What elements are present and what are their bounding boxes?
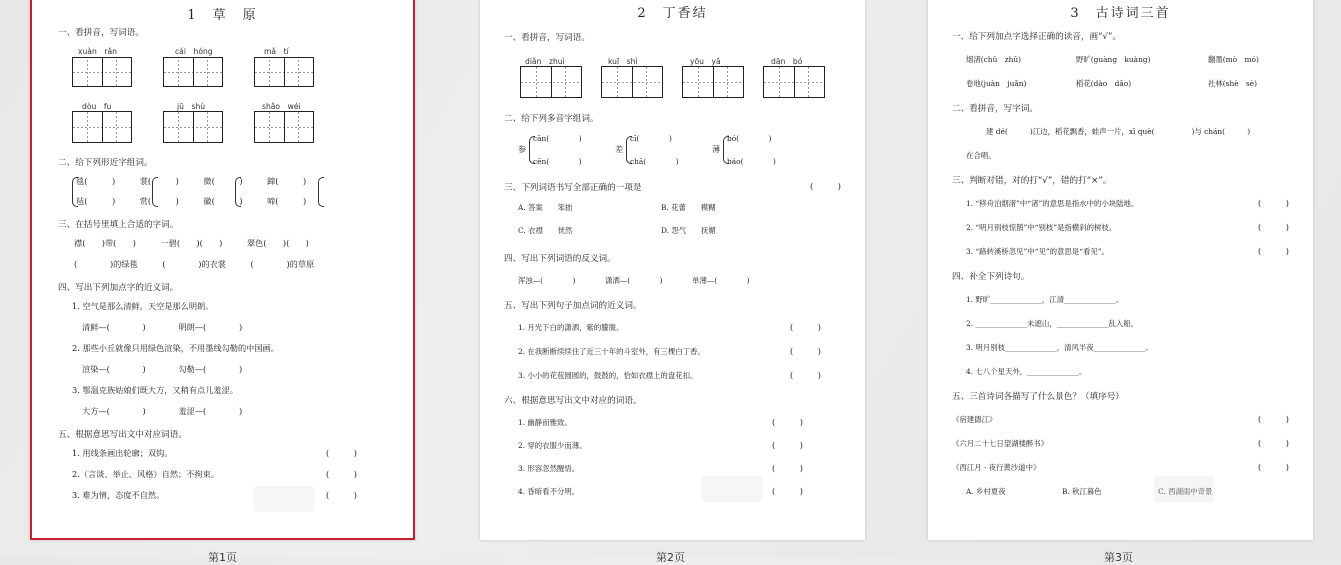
text-line: 《宿建德江》 (952, 415, 997, 424)
writing-grid (682, 66, 744, 98)
section-heading: 三、判断对错，对的打“√”，错的打“×”。 (952, 176, 1112, 186)
answer-paren: ( ) (326, 490, 357, 500)
text-line: 4. 昏暗看不分明。 (518, 487, 580, 496)
text-line: 《六月二十七日望湖楼醉书》 (952, 439, 1049, 448)
text-line: A. 乡村夏夜 (966, 487, 1006, 496)
page-label: 第2页 (656, 551, 685, 564)
section-heading: 五、三首诗词各描写了什么景色？（填序号） (952, 392, 1124, 402)
text-line: 《西江月 · 夜行黄沙道中》 (952, 463, 1041, 472)
text-line: 3. 难为情，态度不自然。 (72, 490, 165, 500)
page-label: 第1页 (208, 551, 237, 564)
writing-grid (520, 66, 582, 98)
pinyin-label: mǎ tí (264, 47, 289, 56)
text-line: 在合唱。 (966, 151, 996, 160)
answer-paren: ( ) (790, 346, 821, 356)
text-line: 3. 形容忽然醒悟。 (518, 464, 580, 473)
pinyin-label: kuī shì (608, 57, 638, 66)
answer-paren: ( ) (772, 440, 803, 450)
pinyin-label: shǎo wéi (262, 102, 301, 111)
text-line: 襟( )带( ) 一碧( )( ) 翠色( )( ) (74, 238, 309, 248)
text-line: 3. 鄂温克族姑娘们既大方，又稍有点儿羞涩。 (72, 385, 238, 395)
text-line: chā( ) (630, 157, 679, 166)
answer-paren: ( ) (1258, 414, 1289, 424)
text-line: 清鲜—( ) 明朗—( ) (82, 322, 243, 332)
text-line: 2. 在我断断续续住了近三十年的斗室外，有三棵白丁香。 (518, 347, 705, 356)
page-title: 1 草 原 (187, 8, 258, 23)
page-thumbnail-2[interactable] (480, 0, 865, 540)
page-thumbnail-3[interactable] (928, 0, 1313, 540)
section-heading: 四、补全下列诗句。 (952, 272, 1030, 282)
text-line: 稻花(dào dǎo) (1076, 79, 1132, 88)
text-line: 卷地(juàn juǎn) (966, 79, 1027, 88)
answer-paren: ( ) (1258, 246, 1289, 256)
text-line: 2. 那些小丘就像只用绿色渲染，不用墨线勾勒的中国画。 (72, 343, 279, 353)
answer-paren: ( ) (810, 181, 841, 191)
text-line: 3. 明月别枝______________，清风半夜______________。 (966, 343, 1153, 352)
text-line: bó( ) (727, 134, 772, 143)
section-heading: 四、写出下列词语的反义词。 (504, 254, 616, 264)
text-line: 野旷(guàng kuàng) (1076, 55, 1151, 64)
text-line: 4. 七八个星天外，______________。 (966, 367, 1087, 376)
section-heading: 二、看拼音，写字词。 (952, 104, 1038, 114)
section-heading: 五、根据意思写出文中对应词语。 (58, 430, 187, 440)
section-heading: 一、看拼音，写词语。 (58, 28, 144, 38)
page-title: 2 丁香结 (637, 6, 708, 21)
writing-grid (254, 57, 314, 87)
writing-grid (163, 57, 223, 87)
section-heading: 一、看拼音，写词语。 (504, 33, 590, 43)
writing-grid (72, 111, 132, 143)
text-line: 烟渚(chǔ zhǔ) (966, 55, 1022, 64)
text-line: 1. 月光下白的潇洒，紫的朦胧。 (518, 323, 624, 332)
polyphone-char: 薄 (712, 144, 721, 154)
text-line: B. 秋江暮色 (1062, 487, 1102, 496)
text-line: cī( ) (630, 134, 672, 143)
answer-paren: ( ) (1258, 462, 1289, 472)
section-heading: 四、写出下列加点字的近义词。 (58, 283, 179, 293)
answer-paren: ( ) (790, 370, 821, 380)
answer-paren: ( ) (772, 486, 803, 496)
text-line: 大方—( ) 羞涩—( ) (82, 406, 243, 416)
text-line: 1. “移舟泊烟渚”中“渚”的意思是指水中的小块陆地。 (966, 199, 1139, 208)
text-line: 毡( ) 赏( ) 徽( ) 啼( ) (76, 196, 307, 206)
answer-paren: ( ) (772, 463, 803, 473)
text-line: 3. “路转溪桥忽见”中“见”的意思是“看见”。 (966, 247, 1109, 256)
text-line: 翻墨(mò mó) (1208, 55, 1259, 64)
answer-paren: ( ) (1258, 198, 1289, 208)
text-line: ( )的绿毯 ( )的衣裳 ( )的草原 (74, 259, 315, 269)
section-heading: 三、在括号里填上合适的字词。 (58, 220, 179, 230)
text-line: 2.（言谈、举止、风格）自然；不拘束。 (72, 469, 219, 479)
text-line: cēn( ) (533, 157, 582, 166)
watermark (254, 486, 314, 512)
answer-paren: ( ) (1258, 222, 1289, 232)
text-line: C. 衣襟 恍然 (518, 226, 573, 235)
writing-grid (163, 111, 223, 143)
answer-paren: ( ) (772, 417, 803, 427)
writing-grid (72, 57, 132, 87)
answer-paren: ( ) (1258, 438, 1289, 448)
answer-paren: ( ) (326, 469, 357, 479)
section-heading: 一、给下列加点字选择正确的读音，画“√”。 (952, 32, 1122, 42)
answer-paren: ( ) (326, 448, 357, 458)
page-label: 第3页 (1104, 551, 1133, 564)
section-heading: 五、写出下列句子加点词的近义词。 (504, 301, 642, 311)
text-line: 社林(shè sè) (1208, 79, 1258, 88)
text-line: C. 西湖雨中奇景 (1158, 487, 1213, 496)
writing-grid (254, 111, 314, 143)
polyphone-char: 参 (518, 144, 527, 154)
text-line: 1. 用线条画出轮廓；双钩。 (72, 448, 173, 458)
text-line: 毯( ) 裳( ) 微( ) 蹄( ) (76, 176, 307, 186)
watermark (702, 476, 762, 502)
pinyin-label: cái hóng (175, 47, 213, 56)
text-line: A. 答案 笨拙 (518, 203, 573, 212)
pinyin-label: dòu fu (82, 102, 112, 111)
text-line: 3. 小小的花苞圆圆的，鼓鼓的，恰如衣襟上的盘花扣。 (518, 371, 698, 380)
text-line: 2. “明月别枝惊鹊”中“别枝”是指横斜的树枝。 (966, 223, 1117, 232)
pinyin-label: yōu yǎ (690, 57, 721, 66)
text-line: 2. ______________未遮山，______________乱入船。 (966, 319, 1138, 328)
text-line: báo( ) (727, 157, 776, 166)
writing-grid (763, 66, 825, 98)
page-title: 3 古诗词三首 (1070, 6, 1171, 21)
writing-grid (601, 66, 663, 98)
section-heading: 三、下列词语书写全部正确的一项是 (504, 183, 642, 193)
text-line: B. 花蕾 模糊 (661, 203, 716, 212)
text-line: cān( ) (533, 134, 582, 143)
section-heading: 二、给下列多音字组词。 (504, 114, 599, 124)
watermark (1154, 476, 1214, 502)
pinyin-label: diǎn zhuì (525, 57, 565, 66)
brace (318, 177, 324, 207)
polyphone-char: 差 (615, 144, 624, 154)
answer-paren: ( ) (790, 322, 821, 332)
text-line: 渲染—( ) 勾勒—( ) (82, 364, 243, 374)
text-line: 1. 空气是那么清鲜，天空是那么明朗。 (72, 301, 214, 311)
text-line: 浑浊—( ) 潇洒—( ) 单薄—( ) (518, 276, 750, 285)
section-heading: 六、根据意思写出文中对应的词语。 (504, 396, 642, 406)
text-line: 2. 穿的衣服少而薄。 (518, 441, 587, 450)
text-line: 1. 幽静而雅致。 (518, 418, 572, 427)
text-line: D. 怨气 抚媚 (661, 226, 716, 235)
pinyin-label: jū shù (177, 102, 206, 111)
text-line: 1. 野旷______________，江清______________。 (966, 295, 1124, 304)
page-thumbnail-1[interactable] (30, 0, 415, 540)
pinyin-label: xuàn rǎn (78, 47, 117, 56)
pinyin-label: dān bó (771, 57, 803, 66)
text-line: 建 dé( )江边，稻花飘香，蛙声一片，xī què( )与 chán( ) (986, 127, 1251, 136)
section-heading: 二、给下列形近字组词。 (58, 158, 153, 168)
